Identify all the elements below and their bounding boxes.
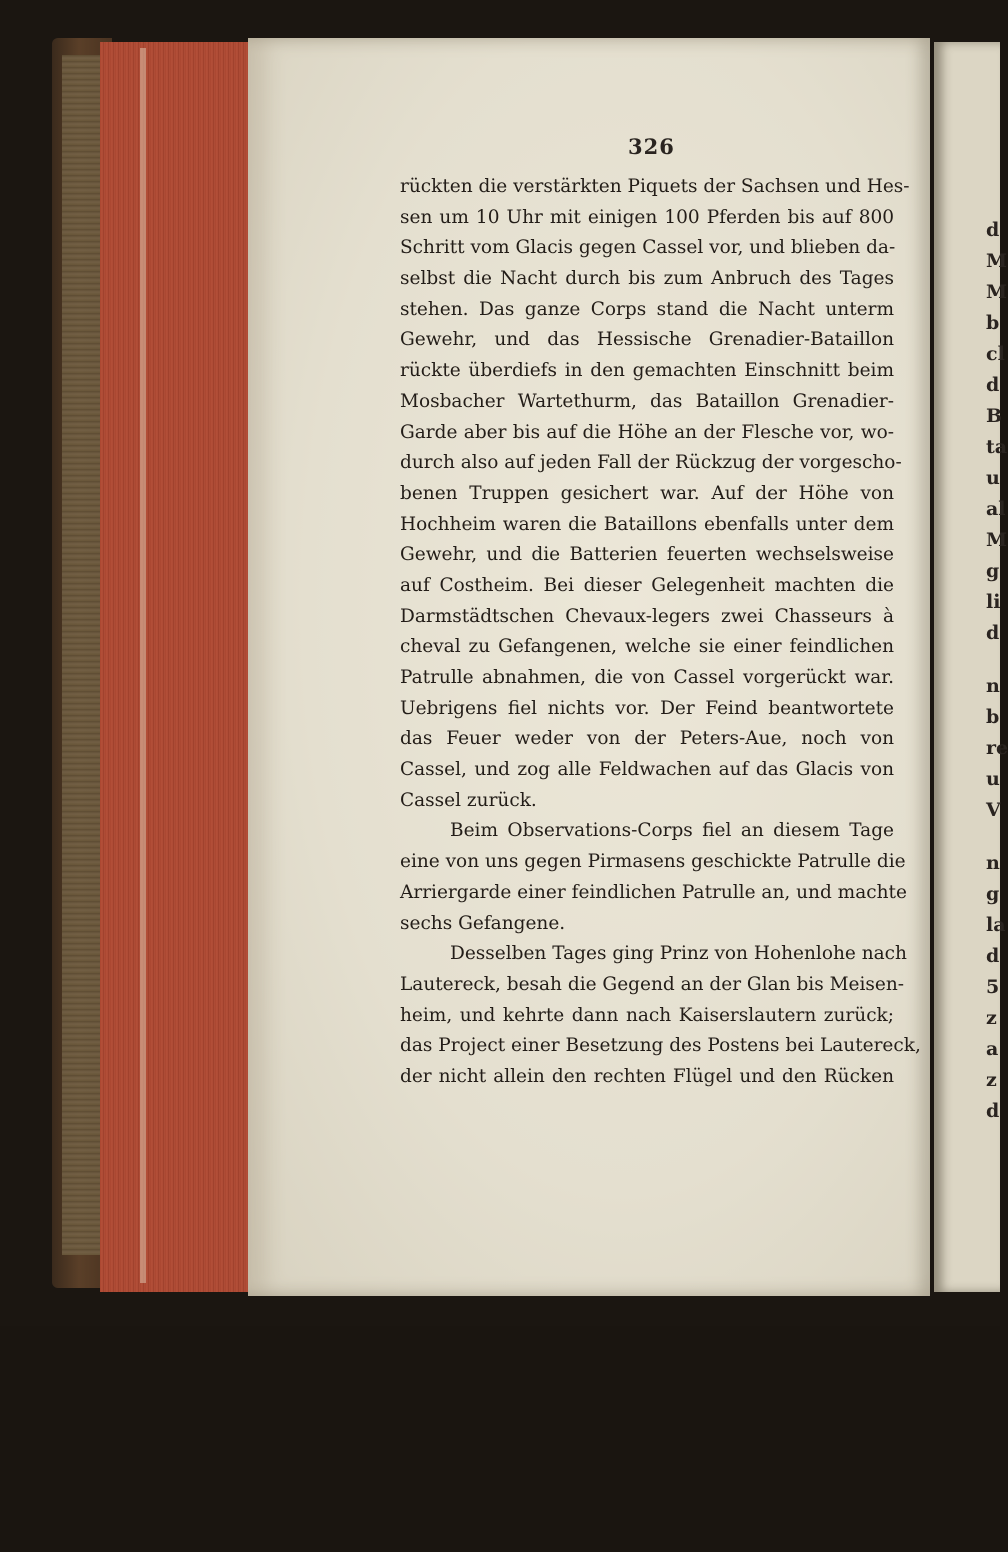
facing-fragment: n [986, 852, 1000, 874]
facing-fragment: B [986, 405, 1003, 427]
text-line: sechs Gefangene. [400, 912, 566, 934]
text-line: heim, und kehrte dann nach Kaiserslautern zurück; [400, 1004, 894, 1026]
text-line: Desselben Tages ging Prinz von Hohenlohe nach [450, 943, 907, 965]
text-line: Lautereck, besah die Gegend an der Glan bis Meisen- [400, 973, 904, 995]
text-line: Arriergarde einer feindlichen Patrulle an, und machte [400, 881, 907, 903]
text-line: durch also auf jeden Fall der Rückzug der vorgescho- [400, 452, 902, 474]
facing-page-text-lower [934, 852, 1006, 1552]
text-line: Mosbacher Wartethurm, das Bataillon Grenadier- [400, 390, 894, 412]
text-line: sen um 10 Uhr mit einigen 100 Pferden bis auf 800 [400, 206, 894, 228]
text-line: Cassel zurück. [400, 789, 537, 811]
facing-fragment: 5 [986, 976, 1000, 998]
facing-fragment: z [986, 1069, 997, 1091]
text-line: das Feuer weder von der Peters-Aue, noch von [400, 728, 894, 750]
facing-fragment: ta [986, 436, 1008, 458]
text-line: Darmstädtschen Chevaux-legers zwei Chasseurs à [400, 605, 894, 627]
facing-fragment: M [986, 281, 1008, 303]
facing-fragment: a [986, 1038, 999, 1060]
facing-fragment: z [986, 1007, 997, 1029]
text-line: Uebrigens fiel nichts vor. Der Feind beantwortete [400, 697, 894, 719]
text-line: eine von uns gegen Pirmasens geschickte Patrulle die [400, 851, 906, 873]
text-line: auf Costheim. Bei dieser Gelegenheit machten die [400, 574, 894, 596]
text-line: benen Truppen gesichert war. Auf der Höhe von [400, 482, 894, 504]
text-line: das Project einer Besetzung des Postens bei Lautereck, [400, 1035, 921, 1057]
facing-fragment: g [986, 883, 1000, 905]
facing-fragment: b [986, 706, 1000, 728]
facing-fragment: d [986, 1100, 1000, 1122]
text-line: stehen. Das ganze Corps stand die Nacht unterm [400, 298, 894, 320]
text-line: der nicht allein den rechten Flügel und den Rücken [400, 1065, 894, 1087]
binding-band [62, 55, 100, 1255]
text-line: Beim Observations-Corps fiel an diesem Tage [450, 820, 894, 842]
facing-fragment: u [986, 467, 1000, 489]
text-line: Patrulle abnahmen, die von Cassel vorgerückt war. [400, 667, 894, 688]
facing-fragment: la [986, 914, 1006, 936]
facing-fragment: V [986, 799, 1001, 821]
text-line: cheval zu Gefangenen, welche sie einer feindlichen [400, 636, 894, 658]
text-line: Hochheim waren die Bataillons ebenfalls unter dem [400, 513, 894, 535]
text-line: rückte überdiefs in den gemachten Einschnitt beim [400, 360, 894, 382]
facing-fragment: M [986, 529, 1008, 551]
text-line: Gewehr, und das Hessische Grenadier-Bataillon [400, 329, 894, 351]
text-line: Garde aber bis auf die Höhe an der Flesche vor, wo- [400, 421, 894, 443]
facing-fragment: d [986, 945, 1000, 967]
facing-fragment: al [986, 498, 1006, 520]
text-line: Gewehr, und die Batterien feuerten wechselsweise [400, 544, 894, 566]
facing-fragment: li [986, 591, 1001, 613]
facing-fragment: g [986, 560, 1000, 582]
page-edge-highlight [140, 48, 146, 1283]
facing-fragment: cl [986, 343, 1005, 365]
facing-fragment: n [986, 675, 1000, 697]
facing-fragment: d [986, 219, 1000, 241]
text-line: selbst die Nacht durch bis zum Anbruch des Tages [400, 268, 894, 290]
facing-page [934, 42, 1008, 1292]
text-line: rückten die verstärkten Piquets der Sachsen und Hes- [400, 176, 910, 197]
text-line: Cassel, und zog alle Feldwachen auf das Glacis von [400, 759, 894, 781]
text-line: Schritt vom Glacis gegen Cassel vor, und blieben da- [400, 237, 896, 259]
facing-fragment: u [986, 768, 1000, 790]
facing-fragment: M [986, 250, 1008, 272]
page-number: 326 [628, 134, 675, 159]
body-text [400, 172, 921, 1093]
facing-fragment: b [986, 312, 1000, 334]
facing-fragment: d [986, 622, 1000, 644]
page-block-edge [100, 42, 250, 1292]
facing-page-text [934, 177, 1008, 877]
facing-fragment: re [986, 737, 1008, 759]
facing-fragment: d [986, 374, 1000, 396]
